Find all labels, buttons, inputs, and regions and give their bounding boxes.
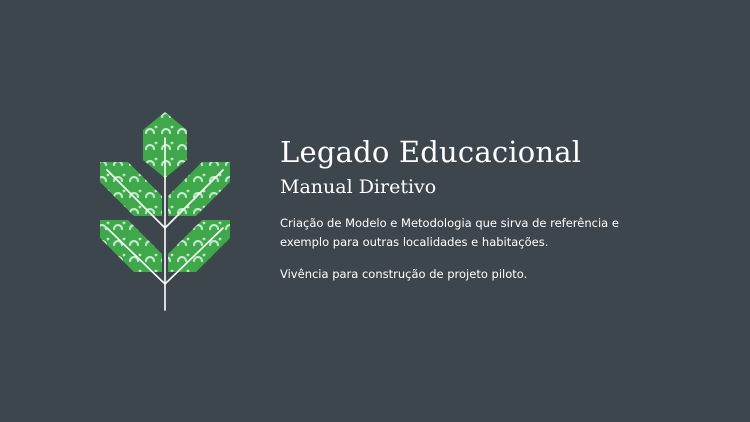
- leaf-lower-left: [100, 220, 162, 272]
- leaf-upper-left: [100, 162, 162, 216]
- page-subtitle: Manual Diretivo: [280, 176, 437, 198]
- description-paragraph: Criação de Modelo e Metodologia que sirva de referência e exemplo para outras localidades e habitações.: [280, 216, 619, 249]
- leaf-lower-right: [168, 220, 230, 272]
- pilot-project-paragraph: Vivência para construção de projeto piloto.: [280, 267, 528, 281]
- leaf-upper-right: [168, 162, 230, 216]
- leaf-branch-icon: [95, 108, 235, 313]
- page-title: Legado Educacional: [280, 135, 582, 169]
